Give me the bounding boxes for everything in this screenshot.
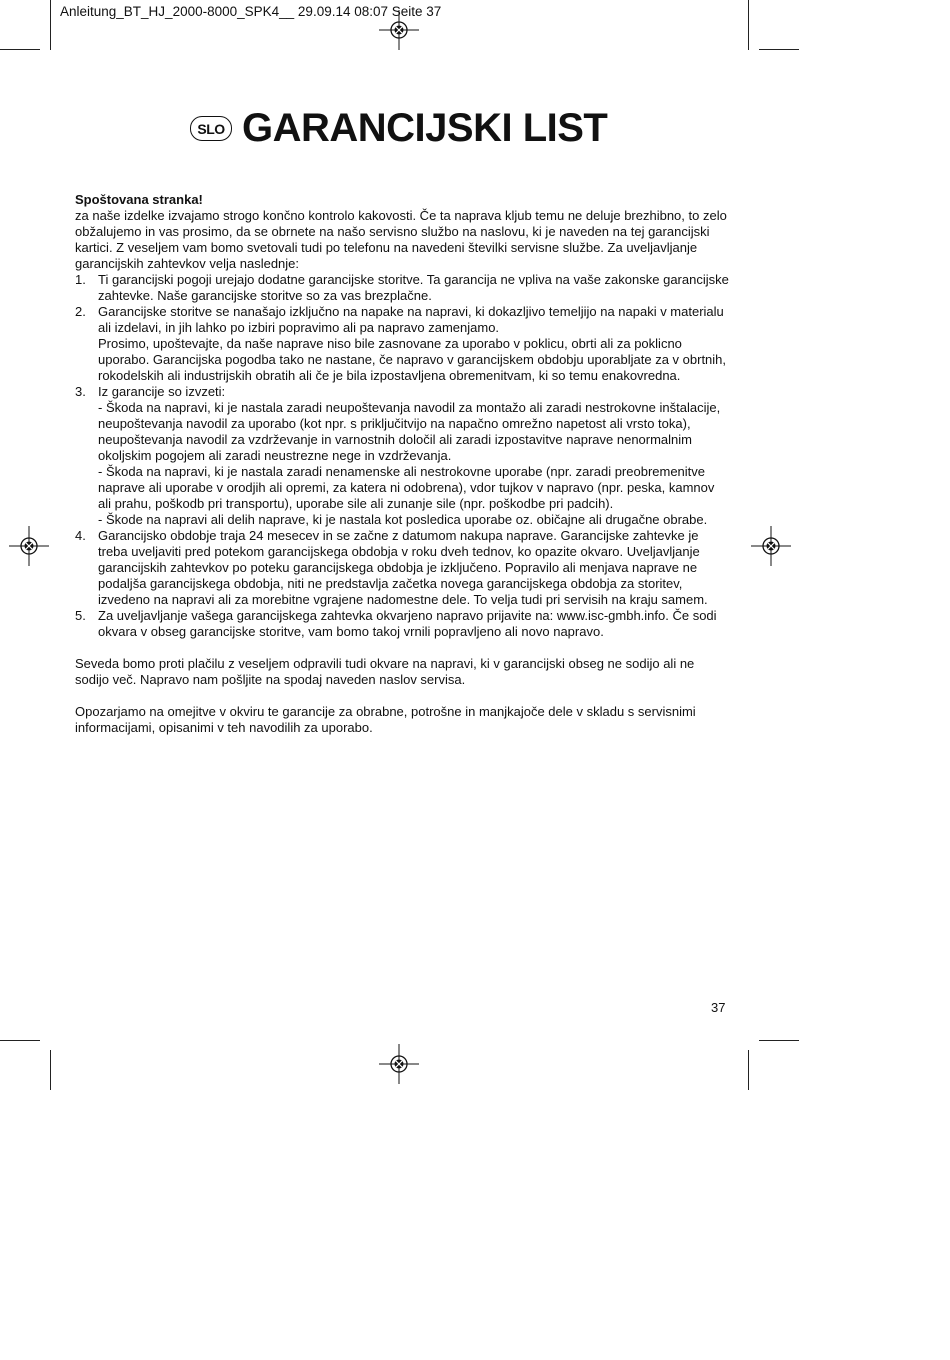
language-badge: SLO bbox=[190, 116, 232, 141]
item-paragraph: Prosimo, upoštevajte, da naše naprave niso bile zasnovane za uporabo v poklicu, obrti ali za poklicno uporabo. Garancijska pogodba tako ne nastane, če napravo v garancijskem obdobju uporabljate za v obrtnih, rokodelskih ali industrijskih obratih ali če je bila izpostavljena obremenitvam, ki so temu enakovredna. bbox=[98, 336, 727, 383]
crop-mark bbox=[748, 1050, 749, 1090]
item-paragraph: - Škoda na napravi, ki je nastala zaradi nenamenske ali nestrokovne uporabe (npr. zaradi preobremenitve naprave ali uporabe v orodjih ali opremi, za katera ni odobrena), vdor tujkov v napravo (npr. peska, kamnov ali prahu, poškodb pri transportu), uporabe sile ali zunanje sile (npr. poškodbe pri padcih). bbox=[98, 464, 715, 511]
item-paragraph: Ti garancijski pogoji urejajo dodatne garancijske storitve. Ta garancija ne vpliva na vaše zakonske garancijske zahtevke. Naše garancijske storitve so za vas brezplačne. bbox=[98, 272, 729, 303]
list-item bbox=[75, 608, 730, 640]
page-title: GARANCIJSKI LIST bbox=[242, 106, 608, 150]
item-number: 4. bbox=[75, 528, 86, 543]
item-number: 5. bbox=[75, 608, 86, 623]
item-paragraph: Garancijske storitve se nanašajo izključno na napake na napravi, ki dokazljivo temeljijo na napaki v materialu ali izdelavi, in jih lahko po izbiri popravimo ali pa napravo zamenjamo. bbox=[98, 304, 724, 335]
crop-mark bbox=[748, 0, 749, 50]
title-block bbox=[190, 106, 607, 151]
list-item bbox=[75, 384, 730, 528]
item-paragraph: Iz garancije so izvzeti: bbox=[98, 384, 226, 399]
repair-paragraph: Seveda bomo proti plačilu z veseljem odpravili tudi okvare na napravi, ki v garancijski obseg ne sodijo ali ne sodijo več. Napravo nam pošljite na spodaj naveden naslov servisa. bbox=[75, 656, 695, 687]
item-paragraph: - Škoda na napravi, ki je nastala zaradi neupoštevanja navodil za montažo ali zaradi nestrokovne inštalacije, neupoštevanja navodil za uporabo (kot npr. s priključitvijo na napačno omrežno napetost ali vrsto toka), neupoštevanja navodil za vzdrževanje in varnostnih določil ali zaradi izpostavitve naprave nenormalnim okoljskim pogojem ali zaradi neustrezne nege in vzdrževanja. bbox=[98, 400, 721, 463]
intro-paragraph: za naše izdelke izvajamo strogo končno kontrolo kakovosti. Če ta naprava kljub temu ne deluje brezhibno, to zelo obžalujemo in vas prosimo, da se obrnete na našo servisno službo na naslovu, ki je naveden na tej garancijski kartici. Z veseljem vam bomo svetovali tudi po telefonu na navedeni številki servisne službe. Za uveljavljanje garancijskih zahtevkov velja naslednje: bbox=[75, 208, 727, 271]
crop-mark bbox=[0, 1040, 40, 1041]
item-number: 2. bbox=[75, 304, 86, 319]
crop-mark bbox=[759, 1040, 799, 1041]
greeting: Spoštovana stranka! bbox=[75, 192, 203, 207]
item-number: 1. bbox=[75, 272, 86, 287]
crop-mark bbox=[50, 1050, 51, 1090]
registration-mark-top bbox=[379, 10, 419, 50]
list-item bbox=[75, 272, 730, 304]
registration-mark-left bbox=[9, 526, 49, 566]
crop-mark bbox=[0, 49, 40, 50]
item-paragraph: Garancijsko obdobje traja 24 mesecev in se začne z datumom nakupa naprave. Garancijske zahtevke je treba uveljaviti pred potekom garancijskega obdobja v roku dveh tednov, ko opazite okvaro. Uveljavljanje garancijskih zahtevkov po poteku garancijskega obdobja je izključeno. Popravilo ali menjava naprave ne podaljša garancijskega obdobja, niti ne predstavlja začetka novega garancijskega obdobja za storitev, izvedeno na napravi ali za morebitne vgrajene nadomestne dele. To velja tudi pri servisih na kraju samem. bbox=[98, 528, 708, 607]
list-item bbox=[75, 304, 730, 384]
registration-mark-right bbox=[751, 526, 791, 566]
item-number: 3. bbox=[75, 384, 86, 399]
registration-mark-bottom bbox=[379, 1044, 419, 1084]
item-paragraph: Za uveljavljanje vašega garancijskega zahtevka okvarjeno napravo prijavite na: www.isc-gmbh.info. Če sodi okvara v obseg garancijske storitve, vam bomo takoj vrnili popravljeno ali novo napravo. bbox=[98, 608, 717, 639]
page-number: 37 bbox=[711, 1000, 726, 1015]
print-header: Anleitung_BT_HJ_2000-8000_SPK4__ 29.09.14 08:07 Seite 37 bbox=[60, 4, 442, 19]
item-paragraph: - Škode na napravi ali delih naprave, ki je nastala kot posledica uporabe oz. običajne ali drugačne obrabe. bbox=[98, 512, 708, 527]
crop-mark bbox=[50, 0, 51, 50]
crop-mark bbox=[759, 49, 799, 50]
limitations-paragraph: Opozarjamo na omejitve v okviru te garancije za obrabne, potrošne in manjkajoče dele v skladu s servisnimi informacijami, opisanimi v teh navodilih za uporabo. bbox=[75, 704, 696, 735]
conditions-list bbox=[75, 272, 730, 640]
warranty-text bbox=[75, 192, 730, 736]
list-item bbox=[75, 528, 730, 608]
